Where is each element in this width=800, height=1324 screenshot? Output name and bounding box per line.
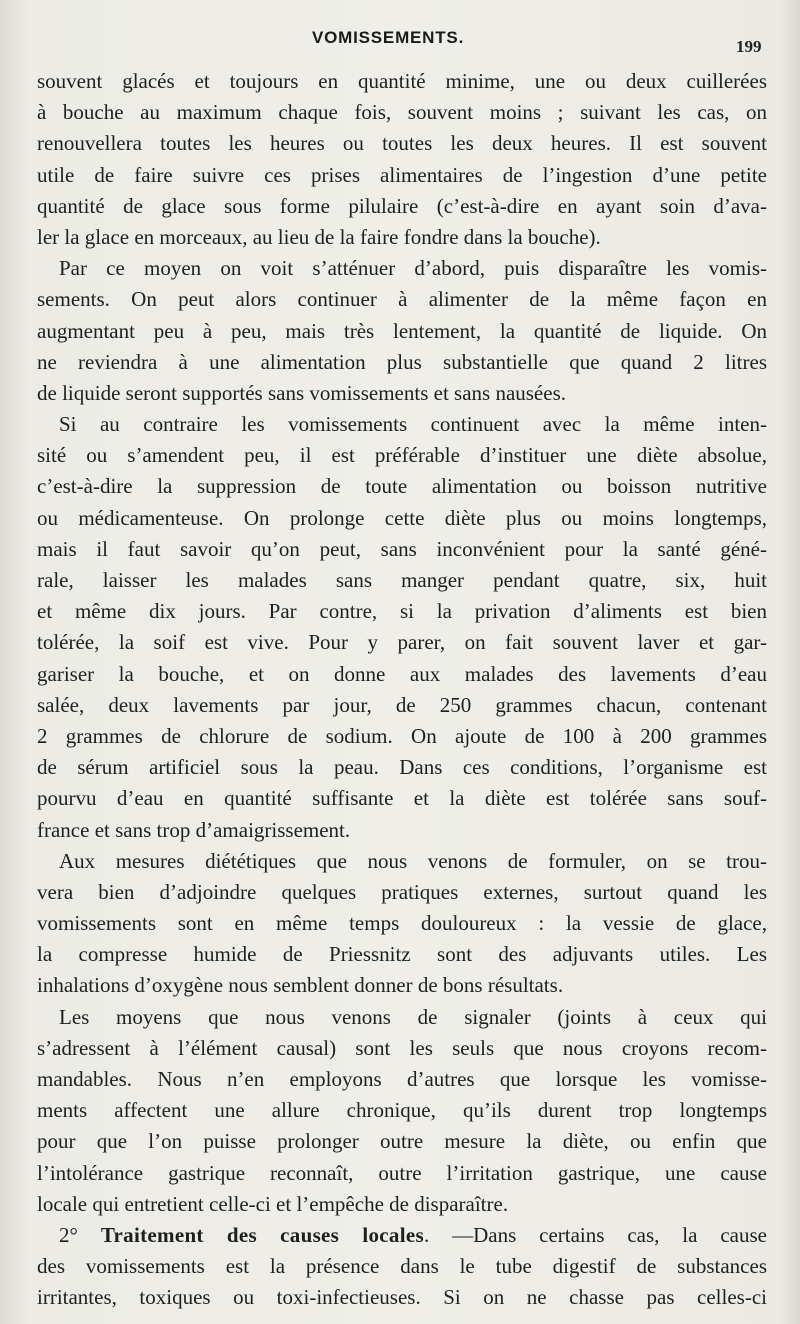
text-line: quantité de glace sous forme pilulaire (c’est-à-dire en ayant soin d’ava- <box>37 193 767 218</box>
body-text <box>37 66 767 1314</box>
chapter-title: VOMISSEMENTS. <box>312 28 465 47</box>
running-head <box>0 28 800 58</box>
text-line: salée, deux lavements par jour, de 250 grammes chacun, contenant <box>37 692 767 717</box>
text-line: augmentant peu à peu, mais très lentement, la quantité de liquide. On <box>37 318 767 343</box>
text-line: gariser la bouche, et on donne aux malades des lavements d’eau <box>37 661 767 686</box>
text-line: france et sans trop d’amaigrissement. <box>37 817 351 842</box>
text-line: l’intolérance gastrique reconnaît, outre l’irritation gastrique, une cause <box>37 1160 767 1185</box>
text-line: utile de faire suivre ces prises alimentaires de l’ingestion d’une petite <box>37 162 767 187</box>
text-line: ne reviendra à une alimentation plus substantielle que quand 2 litres <box>37 349 767 374</box>
paragraph-start-line: Les moyens que nous venons de signaler (joints à ceux qui <box>59 1004 767 1029</box>
section-heading-text: . —Dans certains cas, la cause <box>423 1222 767 1247</box>
paragraph-start-line: Si au contraire les vomissements continuent avec la même inten- <box>59 412 767 437</box>
text-line: locale qui entretient celle-ci et l’empêche de disparaître. <box>37 1191 509 1216</box>
text-line: de sérum artificiel sous la peau. Dans ces conditions, l’organisme est <box>37 755 767 780</box>
text-line: tolérée, la soif est vive. Pour y parer, on fait souvent laver et gar- <box>37 630 767 655</box>
text-line: souvent glacés et toujours en quantité minime, une ou deux cuillerées <box>37 69 767 93</box>
text-line: mais il faut savoir qu’on peut, sans inconvénient pour la santé géné- <box>37 536 767 561</box>
text-line: irritantes, toxiques ou toxi-infectieuses. Si on ne chasse pas celles-ci <box>37 1285 767 1310</box>
paragraph-start-line: Par ce moyen on voit s’atténuer d’abord, puis disparaître les vomis- <box>59 256 767 281</box>
paragraph-start-line: Aux mesures diététiques que nous venons de formuler, on se trou- <box>59 848 767 873</box>
text-line: ler la glace en morceaux, au lieu de la faire fondre dans la bouche). <box>37 224 601 249</box>
text-line: ments affectent une allure chronique, qu’ils durent trop longtemps <box>37 1098 767 1123</box>
text-line: c’est-à-dire la suppression de toute alimentation ou boisson nutritive <box>37 474 767 499</box>
text-line: sité ou s’amendent peu, il est préférable d’instituer une diète absolue, <box>37 443 767 468</box>
text-line: vera bien d’adjoindre quelques pratiques externes, surtout quand les <box>37 879 767 904</box>
text-line: rale, laisser les malades sans manger pendant quatre, six, huit <box>37 568 767 592</box>
text-line: pourvu d’eau en quantité suffisante et la diète est tolérée sans souf- <box>37 786 767 811</box>
section-title: Traitement des causes locales <box>100 1222 424 1247</box>
text-line: 2 grammes de chlorure de sodium. On ajoute de 100 à 200 grammes <box>37 723 767 748</box>
text-line: et même dix jours. Par contre, si la privation d’aliments est bien <box>37 599 767 624</box>
text-line: à bouche au maximum chaque fois, souvent moins ; suivant les cas, on <box>37 100 767 125</box>
text-line: s’adressent à l’élément causal) sont les seuls que nous croyons recom- <box>37 1035 767 1060</box>
text-line: de liquide seront supportés sans vomissements et sans nausées. <box>37 380 566 405</box>
text-line: vomissements sont en même temps douloureux : la vessie de glace, <box>37 911 767 936</box>
text-line: renouvellera toutes les heures ou toutes les deux heures. Il est souvent <box>37 131 767 156</box>
text-line: ou médicamenteuse. On prolonge cette diète plus ou moins longtemps, <box>37 505 767 530</box>
text-line: sements. On peut alors continuer à alimenter de la même façon en <box>37 287 767 312</box>
text-line: pour que l’on puisse prolonger outre mesure la diète, ou enfin que <box>37 1129 767 1154</box>
section-heading-line <box>37 1220 767 1251</box>
text-line: la compresse humide de Priessnitz sont des adjuvants utiles. Les <box>37 942 767 967</box>
text-line: des vomissements est la présence dans le tube digestif de substances <box>37 1254 767 1279</box>
page-number: 199 <box>736 37 762 56</box>
text-line: mandables. Nous n’en employons d’autres que lorsque les vomisse- <box>37 1067 767 1091</box>
section-number: 2° <box>59 1222 78 1247</box>
text-line: inhalations d’oxygène nous semblent donner de bons résultats. <box>37 973 564 998</box>
